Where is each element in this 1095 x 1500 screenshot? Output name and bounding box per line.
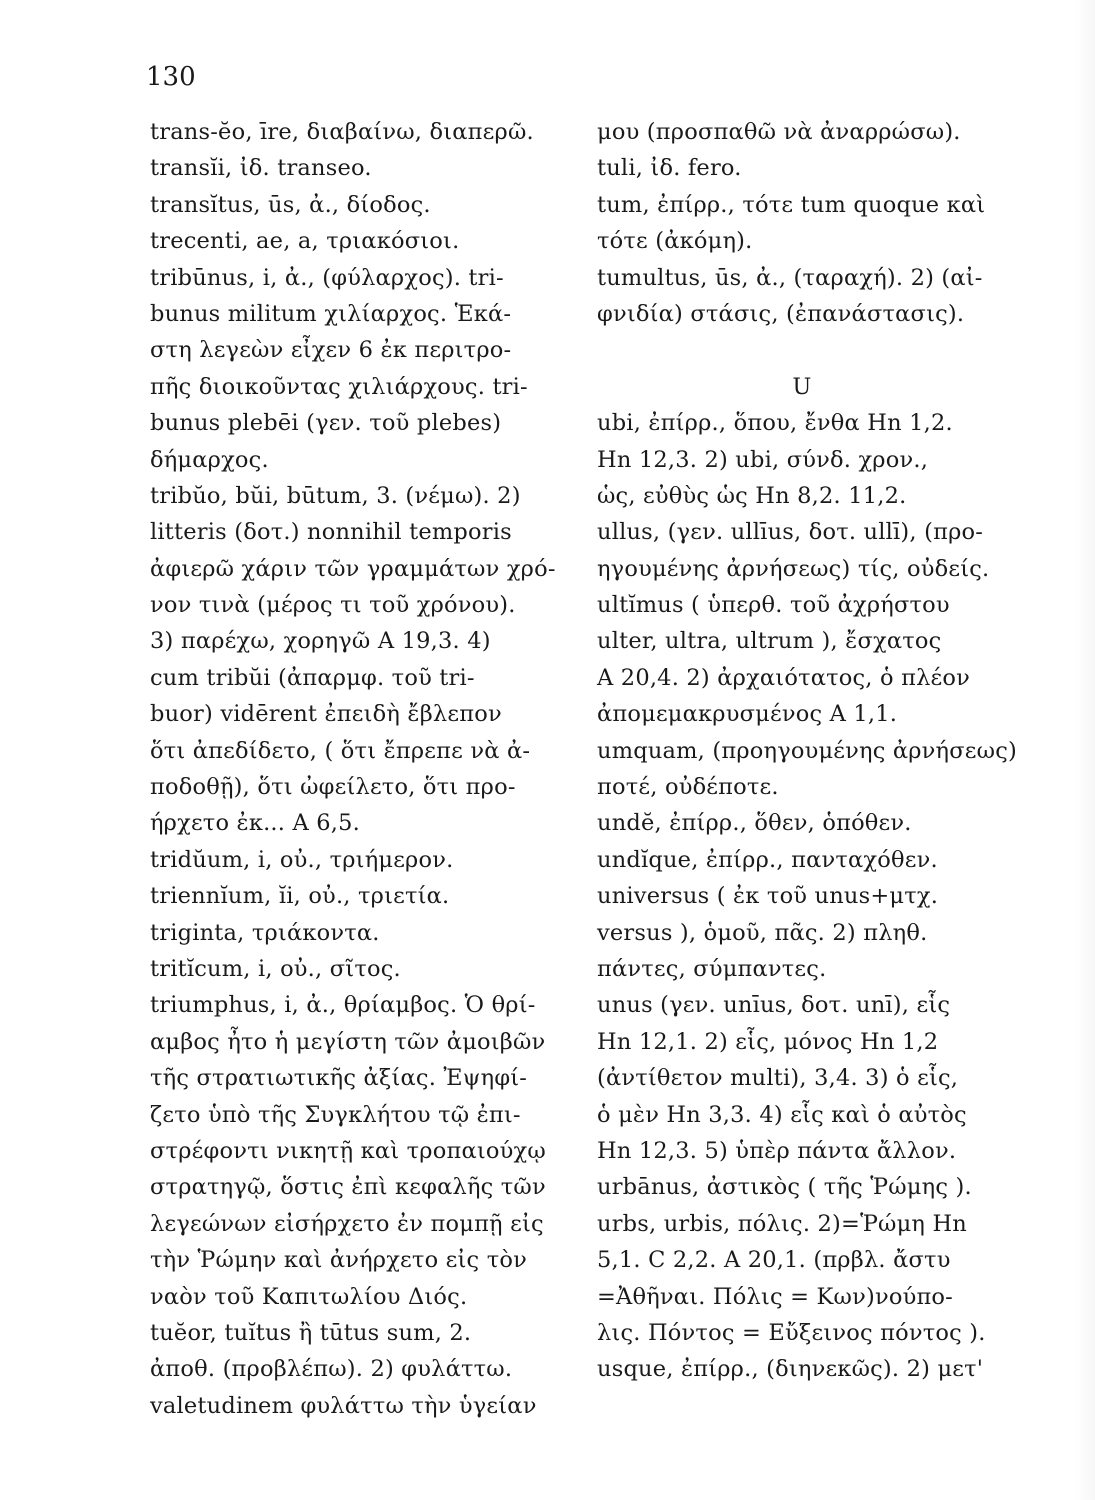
text-line: ulter, ultra, ultrum ), ἔσχατος <box>597 628 942 655</box>
text-line: 3) παρέχω, χορηγῶ Α 19,3. 4) <box>150 628 491 655</box>
text-line: valetudinem φυλάττω τὴν ὑγείαν <box>150 1392 537 1419</box>
text-line: =Ἀθῆναι. Πόλις = Κων)νούπο- <box>597 1283 953 1310</box>
text-line: ὅτι ἀπεδίδετο, ( ὅτι ἔπρεπε νὰ ἀ- <box>150 737 531 764</box>
text-line: tribŭo, bŭi, būtum, 3. (νέμω). 2) <box>150 482 521 509</box>
text-line: tumultus, ūs, ἀ., (ταραχή). 2) (αἰ- <box>597 264 983 291</box>
text-line: στρατηγῷ, ὅστις ἐπὶ κεφαλῆς τῶν <box>150 1174 546 1201</box>
page-edge-shadow <box>1075 0 1095 1500</box>
text-line: ὡς, εὐθὺς ὡς Hn 8,2. 11,2. <box>597 482 907 509</box>
text-line: στη λεγεὼν εἶχεν 6 ἐκ περιτρο- <box>150 337 512 364</box>
text-line: στρέφοντι νικητῇ καὶ τροπαιούχῳ <box>150 1137 546 1164</box>
text-line: unus (γεν. unīus, δοτ. unī), εἷς <box>597 992 951 1019</box>
text-line: 5,1. C 2,2. Α 20,1. (πρβλ. ἄστυ <box>597 1247 951 1274</box>
text-line: (ἀντίθετον multi), 3,4. 3) ὁ εἷς, <box>597 1065 959 1092</box>
text-line: undĕ, ἐπίρρ., ὅθεν, ὁπόθεν. <box>597 810 912 837</box>
text-line: ποτέ, οὐδέποτε. <box>597 774 779 801</box>
text-line: urbs, urbis, πόλις. 2)=Ῥώμη Hn <box>597 1210 967 1237</box>
text-line: Hn 12,3. 5) ὑπὲρ πάντα ἄλλον. <box>597 1137 957 1164</box>
text-line: αμβος ἦτο ἡ μεγίστη τῶν ἀμοιβῶν <box>150 1028 546 1055</box>
text-line: φνιδία) στάσις, (ἐπανάστασις). <box>597 300 965 327</box>
text-line: triennĭum, ĭi, οὐ., τριετία. <box>150 883 450 910</box>
text-line: πῆς διοικοῦντας χιλιάρχους. tri- <box>150 373 528 400</box>
text-line: Hn 12,1. 2) εἷς, μόνος Hn 1,2 <box>597 1028 939 1055</box>
text-line: triginta, τριάκοντα. <box>150 919 380 946</box>
text-line: tritĭcum, i, οὐ., σῖτος. <box>150 955 401 982</box>
text-line: μου (προσπαθῶ νὰ ἀναρρώσω). <box>597 119 961 145</box>
text-line: Α 20,4. 2) ἀρχαιότατος, ὁ πλέον <box>597 664 971 691</box>
text-line: τὴν Ῥώμην καὶ ἀνήρχετο εἰς τὸν <box>150 1247 527 1274</box>
text-line: ήρχετο ἐκ... Α 6,5. <box>150 810 361 837</box>
text-line: Hn 12,3. 2) ubi, σύνδ. χρον., <box>597 446 929 473</box>
text-line: bunus militum χιλίαρχος. Ἑκά- <box>150 300 512 327</box>
text-line: ubi, ἐπίρρ., ὅπου, ἔνθα Hn 1,2. <box>597 410 953 437</box>
text-line: τότε (ἀκόμη). <box>597 228 753 255</box>
text-line: πάντες, σύμπαντες. <box>597 955 827 982</box>
text-line: ηγουμένης ἀρνήσεως) τίς, οὐδείς. <box>597 555 990 582</box>
text-line: triumphus, i, ἀ., θρίαμβος. Ὁ θρί- <box>150 992 536 1019</box>
text-line: λις. Πόντος = Εὔξεινος πόντος ). <box>597 1319 986 1346</box>
text-line: λεγεώνων εἰσήρχετο ἐν πομπῇ εἰς <box>150 1210 544 1237</box>
text-line: trecenti, ae, a, τριακόσιοι. <box>150 228 460 255</box>
section-heading-u: U <box>792 373 812 400</box>
text-line: ἀφιερῶ χάριν τῶν γραμμάτων χρό- <box>150 555 556 582</box>
text-line: ναὸν τοῦ Καπιτωλίου Διός. <box>150 1283 468 1310</box>
text-line: cum tribŭi (ἀπαρμφ. τοῦ tri- <box>150 664 475 691</box>
text-line: tribūnus, i, ἀ., (φύλαρχος). tri- <box>150 264 504 291</box>
text-line: ullus, (γεν. ullīus, δοτ. ullī), (προ- <box>597 519 984 546</box>
text-line: ὁ μὲν Hn 3,3. 4) εἷς καὶ ὁ αὐτὸς <box>597 1101 967 1128</box>
text-line: νον τινὰ (μέρος τι τοῦ χρόνου). <box>150 592 516 619</box>
text-line: transĭi, ἰδ. transeo. <box>150 155 372 182</box>
text-line: ποδοθῇ), ὅτι ὠφείλετο, ὅτι προ- <box>150 774 516 801</box>
text-line: tuli, ἰδ. fero. <box>597 155 742 182</box>
text-line: universus ( ἐκ τοῦ unus+μτχ. <box>597 883 939 910</box>
text-line: urbānus, ἀστικὸς ( τῆς Ῥώμης ). <box>597 1174 972 1201</box>
text-line: tuĕor, tuĭtus ἢ tūtus sum, 2. <box>150 1319 472 1346</box>
text-line: ultĭmus ( ὑπερθ. τοῦ ἀχρήστου <box>597 592 950 619</box>
text-line: ζετο ὑπὸ τῆς Συγκλήτου τῷ ἐπι- <box>150 1101 521 1128</box>
text-line: ἀποθ. (προβλέπω). 2) φυλάττω. <box>150 1356 513 1383</box>
text-line: ἀπομεμακρυσμένος Α 1,1. <box>597 701 898 728</box>
right-column <box>597 114 1047 1388</box>
text-line: τῆς στρατιωτικῆς ἀξίας. Ἐψηφί- <box>150 1065 528 1092</box>
text-line: umquam, (προηγουμένης ἀρνήσεως) <box>597 737 1017 764</box>
text-line: bunus plebēi (γεν. τοῦ plebes) <box>150 410 502 437</box>
page-number: 130 <box>146 62 196 92</box>
text-line: litteris (δοτ.) nonnihil temporis <box>150 519 512 546</box>
left-column <box>150 114 580 1424</box>
text-line: transĭtus, ūs, ἀ., δίοδος. <box>150 191 431 218</box>
text-line: usque, ἐπίρρ., (διηνεκῶς). 2) μετ' <box>597 1356 984 1383</box>
text-line: δήμαρχος. <box>150 446 269 473</box>
text-line: tum, ἐπίρρ., τότε tum quoque καὶ <box>597 191 986 218</box>
text-line: buor) vidērent ἐπειδὴ ἔβλεπον <box>150 701 502 728</box>
text-line: trans-ĕo, īre, διαβαίνω, διαπερῶ. <box>150 119 534 145</box>
text-line: tridŭum, i, οὐ., τριήμερον. <box>150 846 454 873</box>
blank-line <box>597 332 1047 368</box>
text-line: versus ), ὁμοῦ, πᾶς. 2) πληθ. <box>597 919 928 946</box>
text-line: undĭque, ἐπίρρ., πανταχόθεν. <box>597 846 938 873</box>
